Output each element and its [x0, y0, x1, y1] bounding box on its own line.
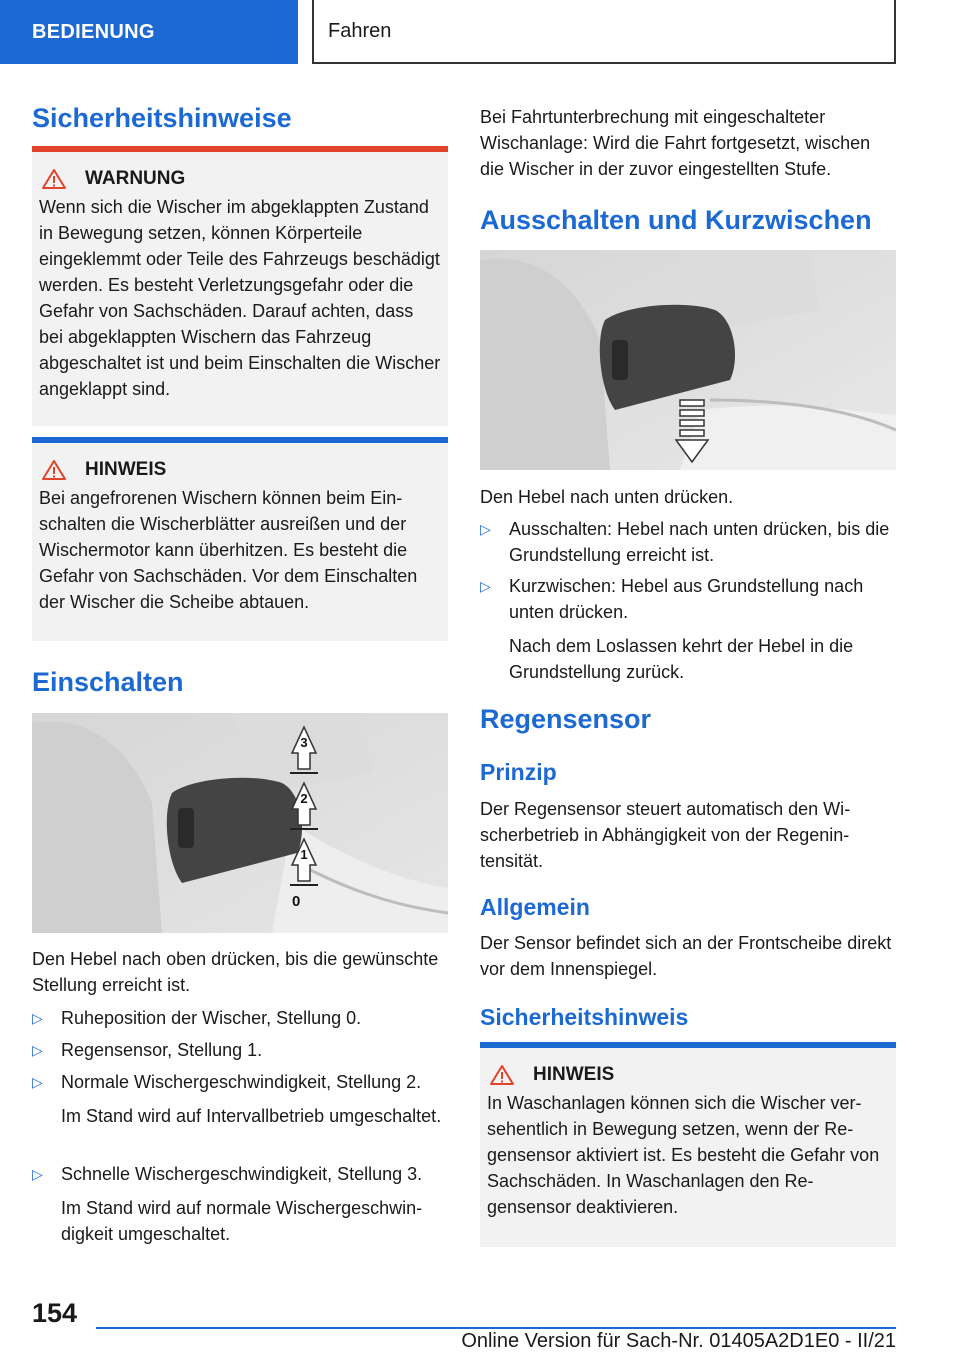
footer-text: Online Version für Sach-Nr. 01405A2D1E0 - II/21 [461, 1330, 896, 1352]
warning-box [32, 146, 448, 426]
hint-box-rain [480, 1042, 896, 1247]
warning-triangle-icon [489, 1064, 515, 1086]
heading-principle: Prinzip [480, 759, 557, 785]
page-number: 154 [32, 1298, 78, 1328]
position-2-label: 2 [300, 791, 308, 806]
heading-on: Einschalten [32, 667, 184, 697]
list-item: ▷ Kurzwischen: Hebel aus Grundstellung nach unten drücken. Nach dem Loslassen kehrt der Hebel in die Grundstellung zurück. [480, 573, 896, 685]
hint-header [39, 459, 442, 481]
warning-triangle-icon [41, 168, 67, 190]
triangle-right-icon: ▷ [32, 1042, 43, 1058]
hint-label: HINWEIS [533, 1064, 615, 1085]
heading-safety: Sicherheitshinweise [32, 103, 292, 133]
position-1-label: 1 [300, 847, 308, 862]
list-item: ▷ Regensensor, Stellung 1. [32, 1037, 448, 1063]
general-text: Der Sensor befindet sich an der Frontscheibe direkt vor dem Innenspiegel. [480, 933, 892, 979]
warning-label: WARNUNG [85, 168, 186, 189]
triangle-right-icon: ▷ [32, 1166, 43, 1182]
lever-down-text: Den Hebel nach unten drücken. [480, 487, 734, 507]
list-item: ▷ Schnelle Wischergeschwindigkeit, Stellung 3. Im Stand wird auf normale Wischergeschwindigkeit umgeschaltet. [32, 1161, 448, 1247]
position-3-label: 3 [300, 735, 308, 750]
list-item: ▷ Normale Wischergeschwindigkeit, Stellung 2. Im Stand wird auf Intervallbetrieb umgeschaltet. [32, 1069, 448, 1129]
principle-text: Der Regensensor steuert automatisch den Wischerbetrieb in Abhängigkeit von der Regenintensität. [480, 799, 851, 871]
warning-triangle-icon [41, 459, 67, 481]
warning-header [39, 168, 442, 190]
heading-general: Allgemein [480, 894, 590, 920]
footer-rule [96, 1327, 896, 1329]
heading-rain-sensor: Regensensor [480, 704, 652, 734]
list-item: ▷ Ausschalten: Hebel nach unten drücken, bis die Grundstellung erreicht ist. [480, 516, 896, 568]
position-0-label: 0 [292, 893, 301, 910]
lever-down-image [480, 250, 896, 470]
triangle-right-icon: ▷ [32, 1010, 43, 1026]
triangle-right-icon: ▷ [480, 521, 491, 537]
hint-text: In Waschanlagen können sich die Wischer versehentlich in Bewegung setzen, wenn der Regensensor aktiviert ist. Es besteht die Gefahr von Sachschäden. In Waschanlagen den Regensensor deaktivieren. [487, 1093, 880, 1217]
interruption-text: Bei Fahrtunterbrechung mit eingeschalteter Wischanlage: Wird die Fahrt fortgesetzt, wischen die Wischer in der zuvor eingestellten Stufe. [480, 107, 871, 179]
list-item: ▷ Ruheposition der Wischer, Stellung 0. [32, 1005, 448, 1031]
warning-text: Wenn sich die Wischer im abgeklappten Zustand in Bewegung setzen, können Körperteile eingeklemmt oder Teile des Fahrzeugs beschädigt werden. Es besteht Verletzungsgefahr oder die Gefahr von Sachschäden. Darauf achten, dass bei abgeklappten Wischern das Fahrzeug abgeschaltet ist und beim Einschalten die Wischer angeklappt sind. [39, 197, 441, 399]
chapter-title: Fahren [312, 0, 896, 64]
heading-off: Ausschalten und Kurzwischen [480, 205, 872, 235]
lever-up-image [32, 713, 448, 933]
hint-label: HINWEIS [85, 459, 167, 480]
heading-safety-note: Sicherheitshinweis [480, 1004, 689, 1030]
lever-up-text: Den Hebel nach oben drücken, bis die gewünschte Stellung erreicht ist. [32, 949, 439, 995]
hint-box [32, 437, 448, 641]
section-tab: BEDIENUNG [0, 0, 298, 64]
hint-text: Bei angefrorenen Wischern können beim Einschalten die Wischerblätter ausreißen und der Wischermotor kann überhitzen. Es besteht die Gefahr von Sachschäden. Vor dem Einschalten der Wischer die Scheibe abtauen. [39, 488, 418, 612]
hint-header [487, 1064, 890, 1086]
triangle-right-icon: ▷ [480, 578, 491, 594]
triangle-right-icon: ▷ [32, 1074, 43, 1090]
